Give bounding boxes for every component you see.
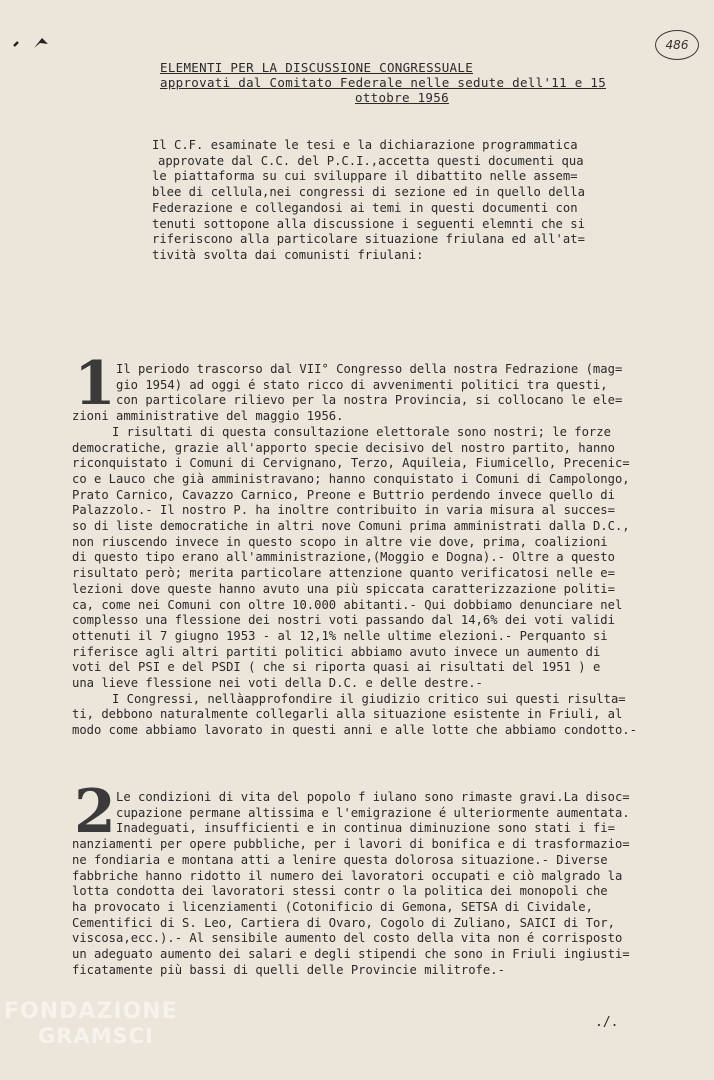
text-line: gio 1954) ad oggi é stato ricco di avvenimenti politici tra questi, xyxy=(116,377,608,392)
watermark-line-2: GRAMSCI xyxy=(38,1024,154,1048)
text-line: co e Lauco che già amministravano; hanno conquistato i Comuni di Campolongo, xyxy=(72,471,630,486)
text-line: ficatamente più bassi di quelli delle Provincie militrofe.- xyxy=(72,962,505,977)
text-line: Cementifici di S. Leo, Cartiera di Ovaro, Cogolo di Zuliano, SAICI di Tor, xyxy=(72,915,615,930)
text-line: un adeguato aumento dei salari e degli stipendi che sono in Friuli ingiusti= xyxy=(72,947,630,962)
title-line-3: ottobre 1956 xyxy=(355,90,449,105)
watermark-line-1: FONDAZIONE xyxy=(4,999,178,1024)
text-line: Prato Carnico, Cavazzo Carnico, Preone e Buttrio perdendo invece quello di xyxy=(72,487,615,502)
text-line: zioni amministrative del maggio 1956. xyxy=(72,409,344,424)
text-line: di questo tipo erano all'amministrazione,(Moggio e Dogna).- Oltre a questo xyxy=(72,550,615,565)
text-line: so di liste democratiche in altri nove Comuni prima amministrati dalla D.C., xyxy=(72,519,630,534)
text-line: Palazzolo.- Il nostro P. ha inoltre contribuito in varia misura al succes= xyxy=(72,503,615,518)
text-line: con particolare rilievo per la nostra Provincia, si collocano le ele= xyxy=(116,393,623,408)
text-line: non riuscendo invece in questo scopo in altre vie dove, prima, coalizioni xyxy=(72,534,608,549)
text-line: una lieve flessione nei voti della D.C. e delle destre.- xyxy=(72,676,483,691)
text-line: viscosa,ecc.).- Al sensibile aumento del costo della vita non é corrisposto xyxy=(72,931,623,946)
section-1-text xyxy=(72,362,708,739)
archive-watermark xyxy=(4,1000,178,1048)
text-line: complesso una flessione dei nostri voti passando dal 14,6% dei voti validi xyxy=(72,613,615,628)
text-line: tività svolta dai comunisti friulani: xyxy=(152,247,424,262)
text-line: riconquistato i Comuni di Cervignano, Terzo, Aquileia, Fiumicello, Precenic= xyxy=(72,456,630,471)
title-line-2: approvati dal Comitato Federale nelle sedute dell'11 e 15 xyxy=(160,75,607,90)
text-line: lezioni dove queste hanno avuto una più spiccata caratterizzazione politi= xyxy=(72,581,615,596)
text-line: Federazione e collegandosi ai temi in questi documenti con xyxy=(152,200,578,215)
text-line: approvate dal C.C. del P.C.I.,accetta questi documenti qua xyxy=(158,153,584,168)
section-number-1: 1 xyxy=(74,349,116,419)
intro-paragraph xyxy=(152,138,692,264)
text-line: riferisce agli altri partiti politici abbiamo avuto invece un aumento di xyxy=(72,644,601,659)
text-line: tenuti sottopone alla discussione i seguenti elemnti che si xyxy=(152,216,585,231)
text-line: risultato però; merita particolare attenzione quanto verificatosi nelle e= xyxy=(72,566,615,581)
text-line: ne fondiaria e montana atti a lenire questa dolorosa situazione.- Diverse xyxy=(72,852,608,867)
text-line: blee di cellula,nei congressi di sezione ed in quello della xyxy=(152,185,585,200)
text-line: nanziamenti per opere pubbliche, per i lavori di bonifica e di trasformazio= xyxy=(72,837,630,852)
text-line: I Congressi, nellàapprofondire il giudizio critico sui questi risulta= xyxy=(112,691,626,706)
text-line: I risultati di questa consultazione elettorale sono nostri; le forze xyxy=(112,424,611,439)
text-line: lotta condotta dei lavoratori stessi contr o la politica dei monopoli che xyxy=(72,884,608,899)
text-line: le piattaforma su cui sviluppare il dibattito nelle assem= xyxy=(152,169,578,184)
text-line: voti del PSI e del PSDI ( che si riporta quasi ai risultati del 1951 ) e xyxy=(72,660,601,675)
section-number-2: 2 xyxy=(74,777,116,847)
text-line: cupazione permane altissima e l'emigrazione é ulteriormente aumentata. xyxy=(116,805,630,820)
text-line: fabbriche hanno ridotto il numero dei lavoratori occupati e ciò malgrado la xyxy=(72,868,623,883)
text-line: Il periodo trascorso dal VII° Congresso della nostra Fedrazione (mag= xyxy=(116,362,623,376)
text-line: riferiscono alla particolare situazione friulana ed all'at= xyxy=(152,232,585,247)
text-line: democratiche, grazie all'apporto specie decisivo del nostro partito, hanno xyxy=(72,440,615,455)
continuation-mark: ./. xyxy=(595,1015,619,1030)
text-line: ca, come nei Comuni con oltre 10.000 abitanti.- Qui dobbiamo denunciare nel xyxy=(72,597,623,612)
text-line: ti, debbono naturalmente collegarli alla situazione esistente in Friuli, al xyxy=(72,707,623,722)
text-line: modo come abbiamo lavorato in questi anni e alle lotte che abbiamo condotto.- xyxy=(72,723,637,738)
pen-mark-icon xyxy=(10,30,58,52)
document-title xyxy=(160,60,660,105)
text-line: ottenuti il 7 giugno 1953 - al 12,1% nelle ultime elezioni.- Perquanto si xyxy=(72,628,608,643)
text-line: ha provocato i licenziamenti (Cotonificio di Gemona, SETSA di Cividale, xyxy=(72,899,593,914)
text-line: Le condizioni di vita del popolo f iulano sono rimaste gravi.La disoc= xyxy=(116,790,630,804)
section-2-text xyxy=(72,790,708,978)
text-line: Inadeguati, insufficienti e in continua diminuzione sono stati i fi= xyxy=(116,821,615,836)
text-line: Il C.F. esaminate le tesi e la dichiarazione programmatica xyxy=(152,138,578,152)
archive-number-stamp: 486 xyxy=(655,30,699,60)
title-line-1: ELEMENTI PER LA DISCUSSIONE CONGRESSUALE xyxy=(160,60,474,75)
